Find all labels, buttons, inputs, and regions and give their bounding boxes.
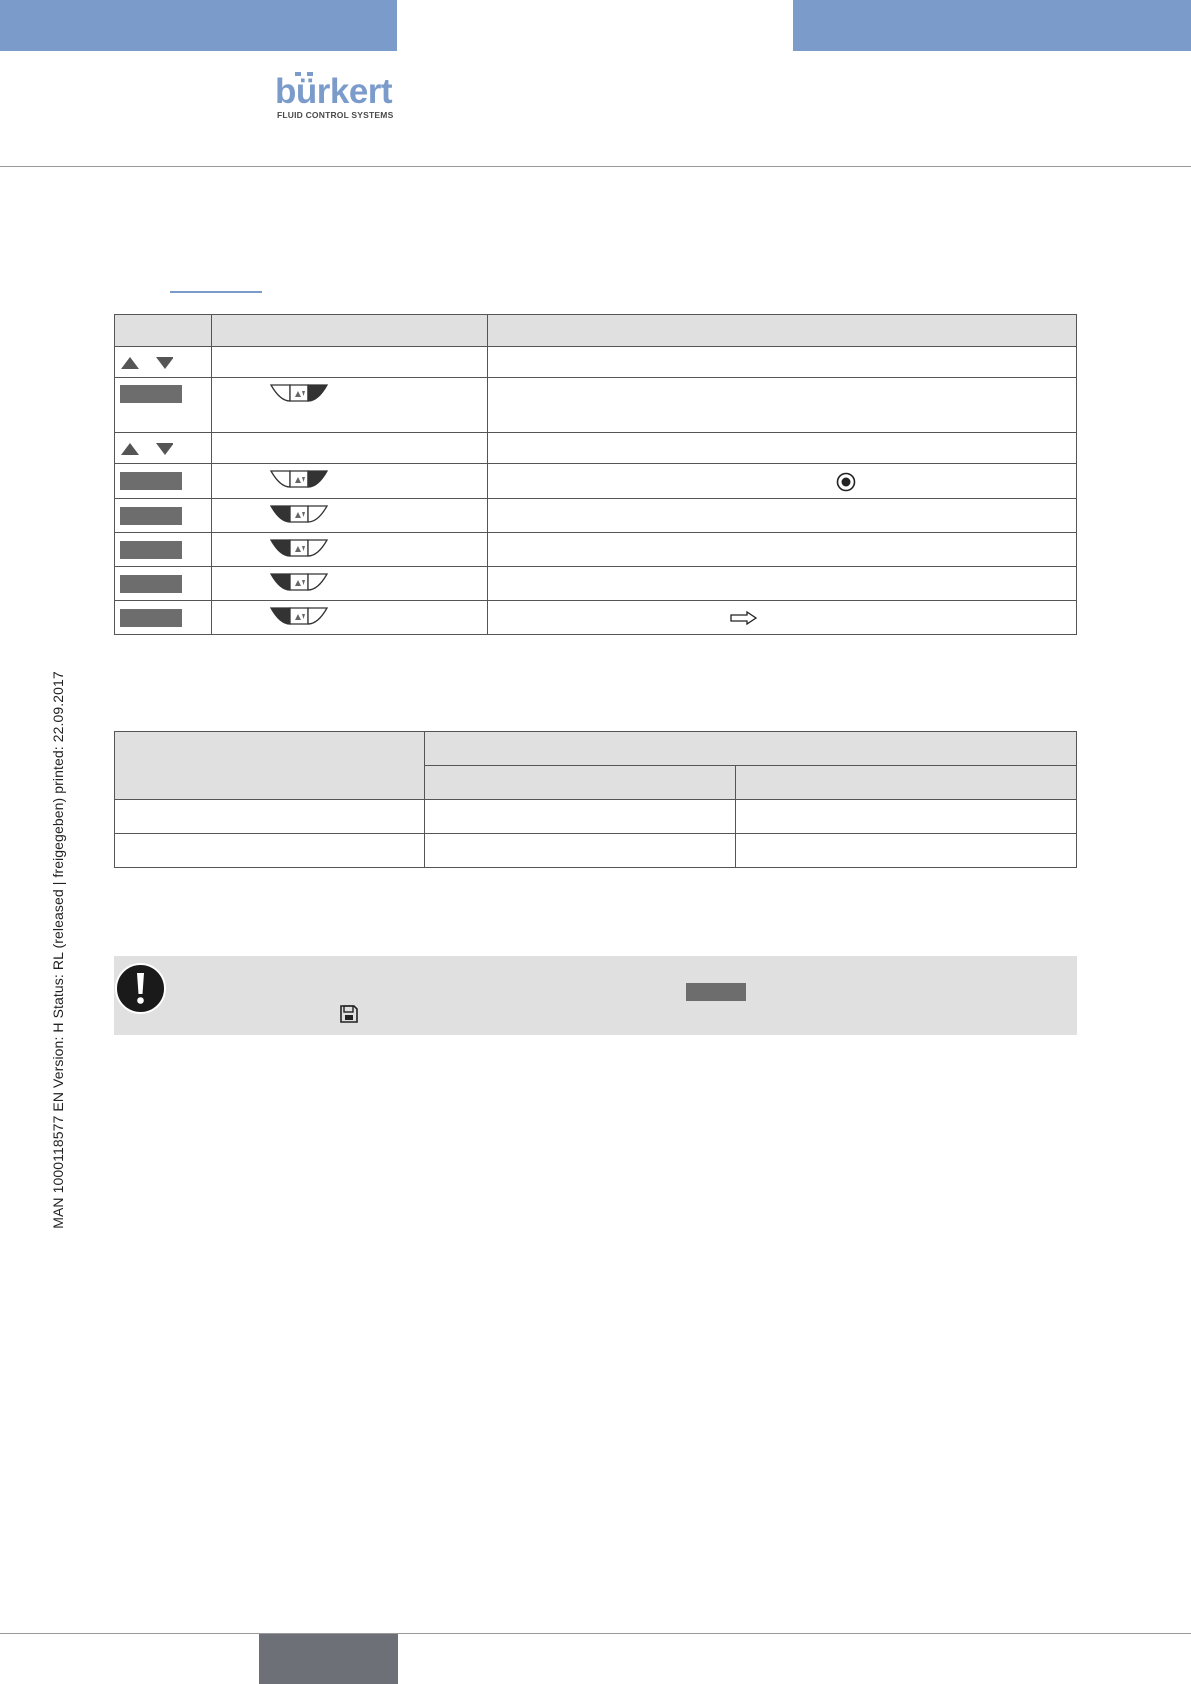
key-cell [115,433,212,464]
table-header-row [115,315,1077,347]
document-status-margin-text: MAN 1000118577 EN Version: H Status: RL (released | freigegeben) printed: 22.09.2017 [50,671,66,1229]
keypad-left-key-icon [270,572,328,596]
display-indicator [120,385,182,403]
right-arrow-icon [730,611,758,625]
radio-selected-icon [836,472,856,492]
header-cell-parameter [115,732,425,800]
header-divider [0,166,1191,167]
key-cell [115,347,212,378]
table-row [115,499,1077,533]
header-cell-group [425,732,1077,766]
keypad-right-keys-icon [270,469,328,493]
table-row [115,433,1077,464]
keypad-left-key-icon [270,606,328,630]
display-indicator [120,575,182,593]
table-row [115,378,1077,433]
keypad-left-key-icon [270,504,328,528]
display-indicator [120,507,182,525]
display-indicator [120,541,182,559]
header-bar-right [793,0,1191,51]
header-bar-left [0,0,397,51]
header-cell-sub2 [736,766,1077,800]
logo-tagline: FLUID CONTROL SYSTEMS [277,110,394,120]
table-row [115,533,1077,567]
header-cell-action [211,315,487,347]
header-cell-function [488,315,1077,347]
footer-divider [0,1633,1191,1634]
table-row [115,601,1077,635]
table-row [115,347,1077,378]
key-cell [115,567,212,601]
up-down-arrows-icon [121,441,173,457]
table-row [115,464,1077,499]
display-indicator [686,983,746,1001]
table-row [115,800,1077,834]
keypad-left-key-icon [270,538,328,562]
table-row [115,834,1077,868]
table-row [115,567,1077,601]
up-down-arrows-icon [121,355,173,371]
key-cell [115,533,212,567]
section-link-underline[interactable] [170,291,262,293]
display-indicator [120,609,182,627]
key-cell [115,499,212,533]
footer-page-tab [259,1634,398,1684]
header-cell-sub1 [425,766,736,800]
key-cell [115,378,212,433]
key-function-table [114,314,1077,635]
display-indicator [120,472,182,490]
table-header-row [115,732,1077,766]
key-cell [115,464,212,499]
exclamation-icon [114,962,167,1015]
key-cell [115,601,212,635]
note-box [114,956,1077,1035]
header-cell-key [115,315,212,347]
logo-wordmark: bürkert [275,72,393,111]
keypad-right-keys-icon [270,383,328,407]
save-icon [339,1004,359,1024]
settings-table [114,731,1077,868]
